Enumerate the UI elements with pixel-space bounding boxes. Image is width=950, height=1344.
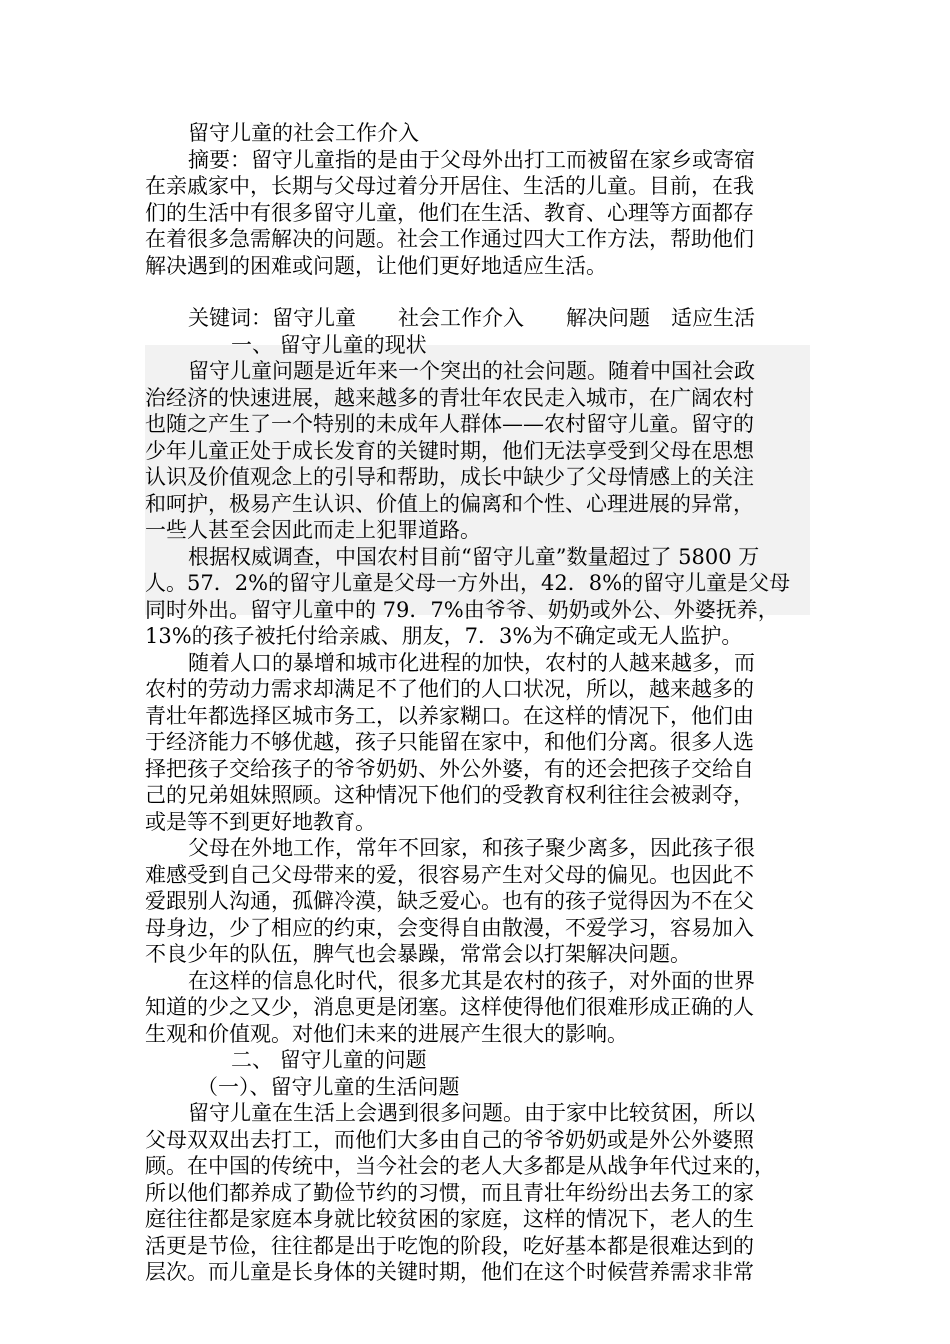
paragraph-line: 同时外出。留守儿童中的 79．7%由爷爷、奶奶或外公、外婆抚养，	[145, 597, 779, 622]
paragraph-line: 所以他们都养成了勤俭节约的习惯，而且青壮年纷纷出去务工的家	[145, 1180, 754, 1205]
paragraph-line: 母身边，少了相应的约束，会变得自由散漫，不爱学习，容易加入	[145, 915, 754, 940]
paragraph-line: 在这样的信息化时代，很多尤其是农村的孩子，对外面的世界	[188, 968, 755, 993]
paragraph-line: 庭往往都是家庭本身就比较贫困的家庭，这样的情况下，老人的生	[145, 1207, 754, 1231]
paragraph-line: 认识及价值观念上的引导和帮助，成长中缺少了父母情感上的关注	[145, 465, 754, 489]
paragraph-line: 不良少年的队伍，脾气也会暴躁，常常会以打架解决问题。	[145, 942, 691, 966]
paragraph-line: 父母双双出去打工，而他们大多由自己的爷爷奶奶或是外公外婆照	[145, 1127, 754, 1152]
paragraph-line: 根据权威调查，中国农村目前“留守儿童”数量超过了 5800 万	[188, 544, 760, 569]
paragraph-line: 顾。在中国的传统中，当今社会的老人大多都是从战争年代过来的，	[145, 1154, 775, 1178]
section-heading: 二、 留守儿童的问题	[231, 1048, 427, 1072]
paragraph-line: 一些人甚至会因此而走上犯罪道路。	[145, 518, 481, 542]
paragraph-line: 父母在外地工作，常年不回家，和孩子聚少离多，因此孩子很	[188, 836, 755, 860]
abstract-line: 摘要：留守儿童指的是由于父母外出打工而被留在家乡或寄宿	[188, 147, 755, 172]
paragraph-line: 爱跟别人沟通，孤僻冷漠，缺乏爱心。也有的孩子觉得因为不在父	[145, 889, 754, 913]
paragraph-line: 生观和价值观。对他们未来的进展产生很大的影响。	[145, 1021, 628, 1046]
paragraph	[145, 358, 815, 544]
paragraph-line: 活更是节俭，往往都是出于吃饱的阶段，吃好基本都是很难达到的	[145, 1233, 754, 1258]
paragraph-line: 和呵护，极易产生认识、价值上的偏离和个性、心理进展的异常，	[145, 491, 754, 516]
paragraph-line: 层次。而儿童是长身体的关键时期，他们在这个时候营养需求非常	[145, 1260, 754, 1284]
paragraph	[145, 1100, 815, 1286]
paragraph	[145, 835, 815, 968]
document-title: 留守儿童的社会工作介入	[188, 121, 419, 145]
paragraph-line: 留守儿童在生活上会遇到很多问题。由于家中比较贫困，所以	[188, 1101, 755, 1125]
paragraph-line: 人。57．2%的留守儿童是父母一方外出，42．8%的留守儿童是父母	[145, 571, 791, 595]
paragraph-line: 13%的孩子被托付给亲戚、朋友，7．3%为不确定或无人监护。	[145, 624, 743, 648]
abstract	[145, 147, 815, 280]
paragraph-line: 随着人口的暴增和城市化进程的加快，农村的人越来越多，而	[188, 650, 755, 675]
paragraph-line: 于经济能力不够优越，孩子只能留在家中，和他们分离。很多人选	[145, 730, 754, 754]
section-heading: 一、 留守儿童的现状	[231, 332, 427, 357]
abstract-line: 在着很多急需解决的问题。社会工作通过四大工作方法，帮助他们	[145, 227, 754, 251]
paragraph-line: 择把孩子交给孩子的爷爷奶奶、外公外婆，有的还会把孩子交给自	[145, 756, 754, 781]
paragraph-line: 治经济的快速进展，越来越多的青壮年农民走入城市，在广阔农村	[145, 385, 754, 410]
keywords: 关键词：留守儿童 社会工作介入 解决问题 适应生活	[188, 306, 755, 330]
document-body	[145, 120, 815, 1286]
paragraph-line: 少年儿童正处于成长发育的关键时期，他们无法享受到父母在思想	[145, 438, 754, 463]
paragraph	[145, 968, 815, 1048]
paragraph	[145, 650, 815, 836]
paragraph-line: 己的兄弟姐妹照顾。这种情况下他们的受教育权利往往会被剥夺，	[145, 783, 754, 807]
paragraph-line: 农村的劳动力需求却满足不了他们的人口状况，所以，越来越多的	[145, 677, 754, 701]
abstract-line: 解决遇到的困难或问题，让他们更好地适应生活。	[145, 253, 607, 278]
paragraph-line: 青壮年都选择区城市务工，以养家糊口。在这样的情况下，他们由	[145, 703, 754, 728]
paragraph-line: 留守儿童问题是近年来一个突出的社会问题。随着中国社会政	[188, 359, 755, 383]
paragraph	[145, 544, 815, 650]
paragraph-line: 也随之产生了一个特别的未成年人群体——农村留守儿童。留守的	[145, 412, 754, 436]
abstract-line: 在亲戚家中，长期与父母过着分开居住、生活的儿童。目前，在我	[145, 174, 754, 198]
subsection-heading: （一）、留守儿童的生活问题	[197, 1074, 460, 1099]
paragraph-line: 知道的少之又少，消息更是闭塞。这样使得他们很难形成正确的人	[145, 995, 754, 1019]
paragraph-line: 或是等不到更好地教育。	[145, 809, 376, 834]
abstract-line: 们的生活中有很多留守儿童，他们在生活、教育、心理等方面都存	[145, 200, 754, 225]
paragraph-line: 难感受到自己父母带来的爱，很容易产生对父母的偏见。也因此不	[145, 862, 754, 887]
blank-line	[145, 279, 815, 305]
